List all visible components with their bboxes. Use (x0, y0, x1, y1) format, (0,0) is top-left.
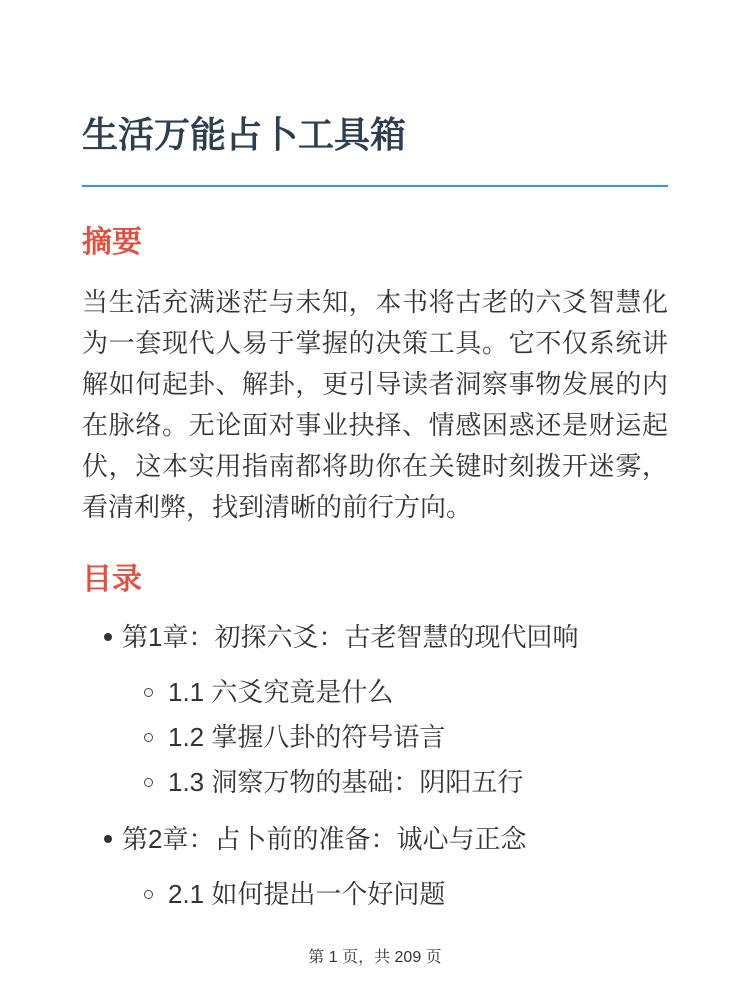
bullet-disc-icon (104, 835, 112, 843)
toc-item-label: 1.3 洞察万物的基础：阴阳五行 (168, 766, 524, 797)
document-title: 生活万能占卜工具箱 (82, 114, 407, 155)
toc-item-label: 1.1 六爻究竟是什么 (168, 676, 394, 707)
toc-item-1-2 (82, 717, 668, 758)
bullet-circle-icon (144, 688, 153, 697)
summary-heading: 摘要 (82, 225, 142, 259)
bullet-disc-icon (104, 633, 112, 641)
bullet-circle-icon (144, 778, 153, 787)
page-indicator: 第 1 页，共 209 页 (308, 949, 442, 966)
toc-item-2-1 (82, 874, 668, 915)
summary-paragraph: 当生活充满迷茫与未知，本书将古老的六爻智慧化为一套现代人易于掌握的决策工具。它不仅系统讲解如何起卦、解卦，更引导读者洞察事物发展的内在脉络。无论面对事业抉择、情感困惑还是财运起伏，这本实用指南都将助你在关键时刻拨开迷雾，看清利弊，找到清晰的前行方向。 (82, 286, 668, 522)
toc-list (82, 599, 668, 915)
bullet-circle-icon (144, 733, 153, 742)
toc-item-1-3 (82, 762, 668, 803)
toc-item-label: 第2章：占卜前的准备：诚心与正念 (122, 823, 527, 854)
toc-item-chapter-2 (82, 819, 668, 860)
toc-item-chapter-1 (82, 617, 668, 658)
bullet-circle-icon (144, 890, 153, 899)
toc-item-label: 2.1 如何提出一个好问题 (168, 878, 446, 909)
toc-item-label: 1.2 掌握八卦的符号语言 (168, 721, 446, 752)
page-footer (0, 944, 750, 967)
toc-heading: 目录 (82, 562, 142, 596)
toc-item-label: 第1章：初探六爻：古老智慧的现代回响 (122, 621, 579, 652)
toc-item-1-1 (82, 672, 668, 713)
